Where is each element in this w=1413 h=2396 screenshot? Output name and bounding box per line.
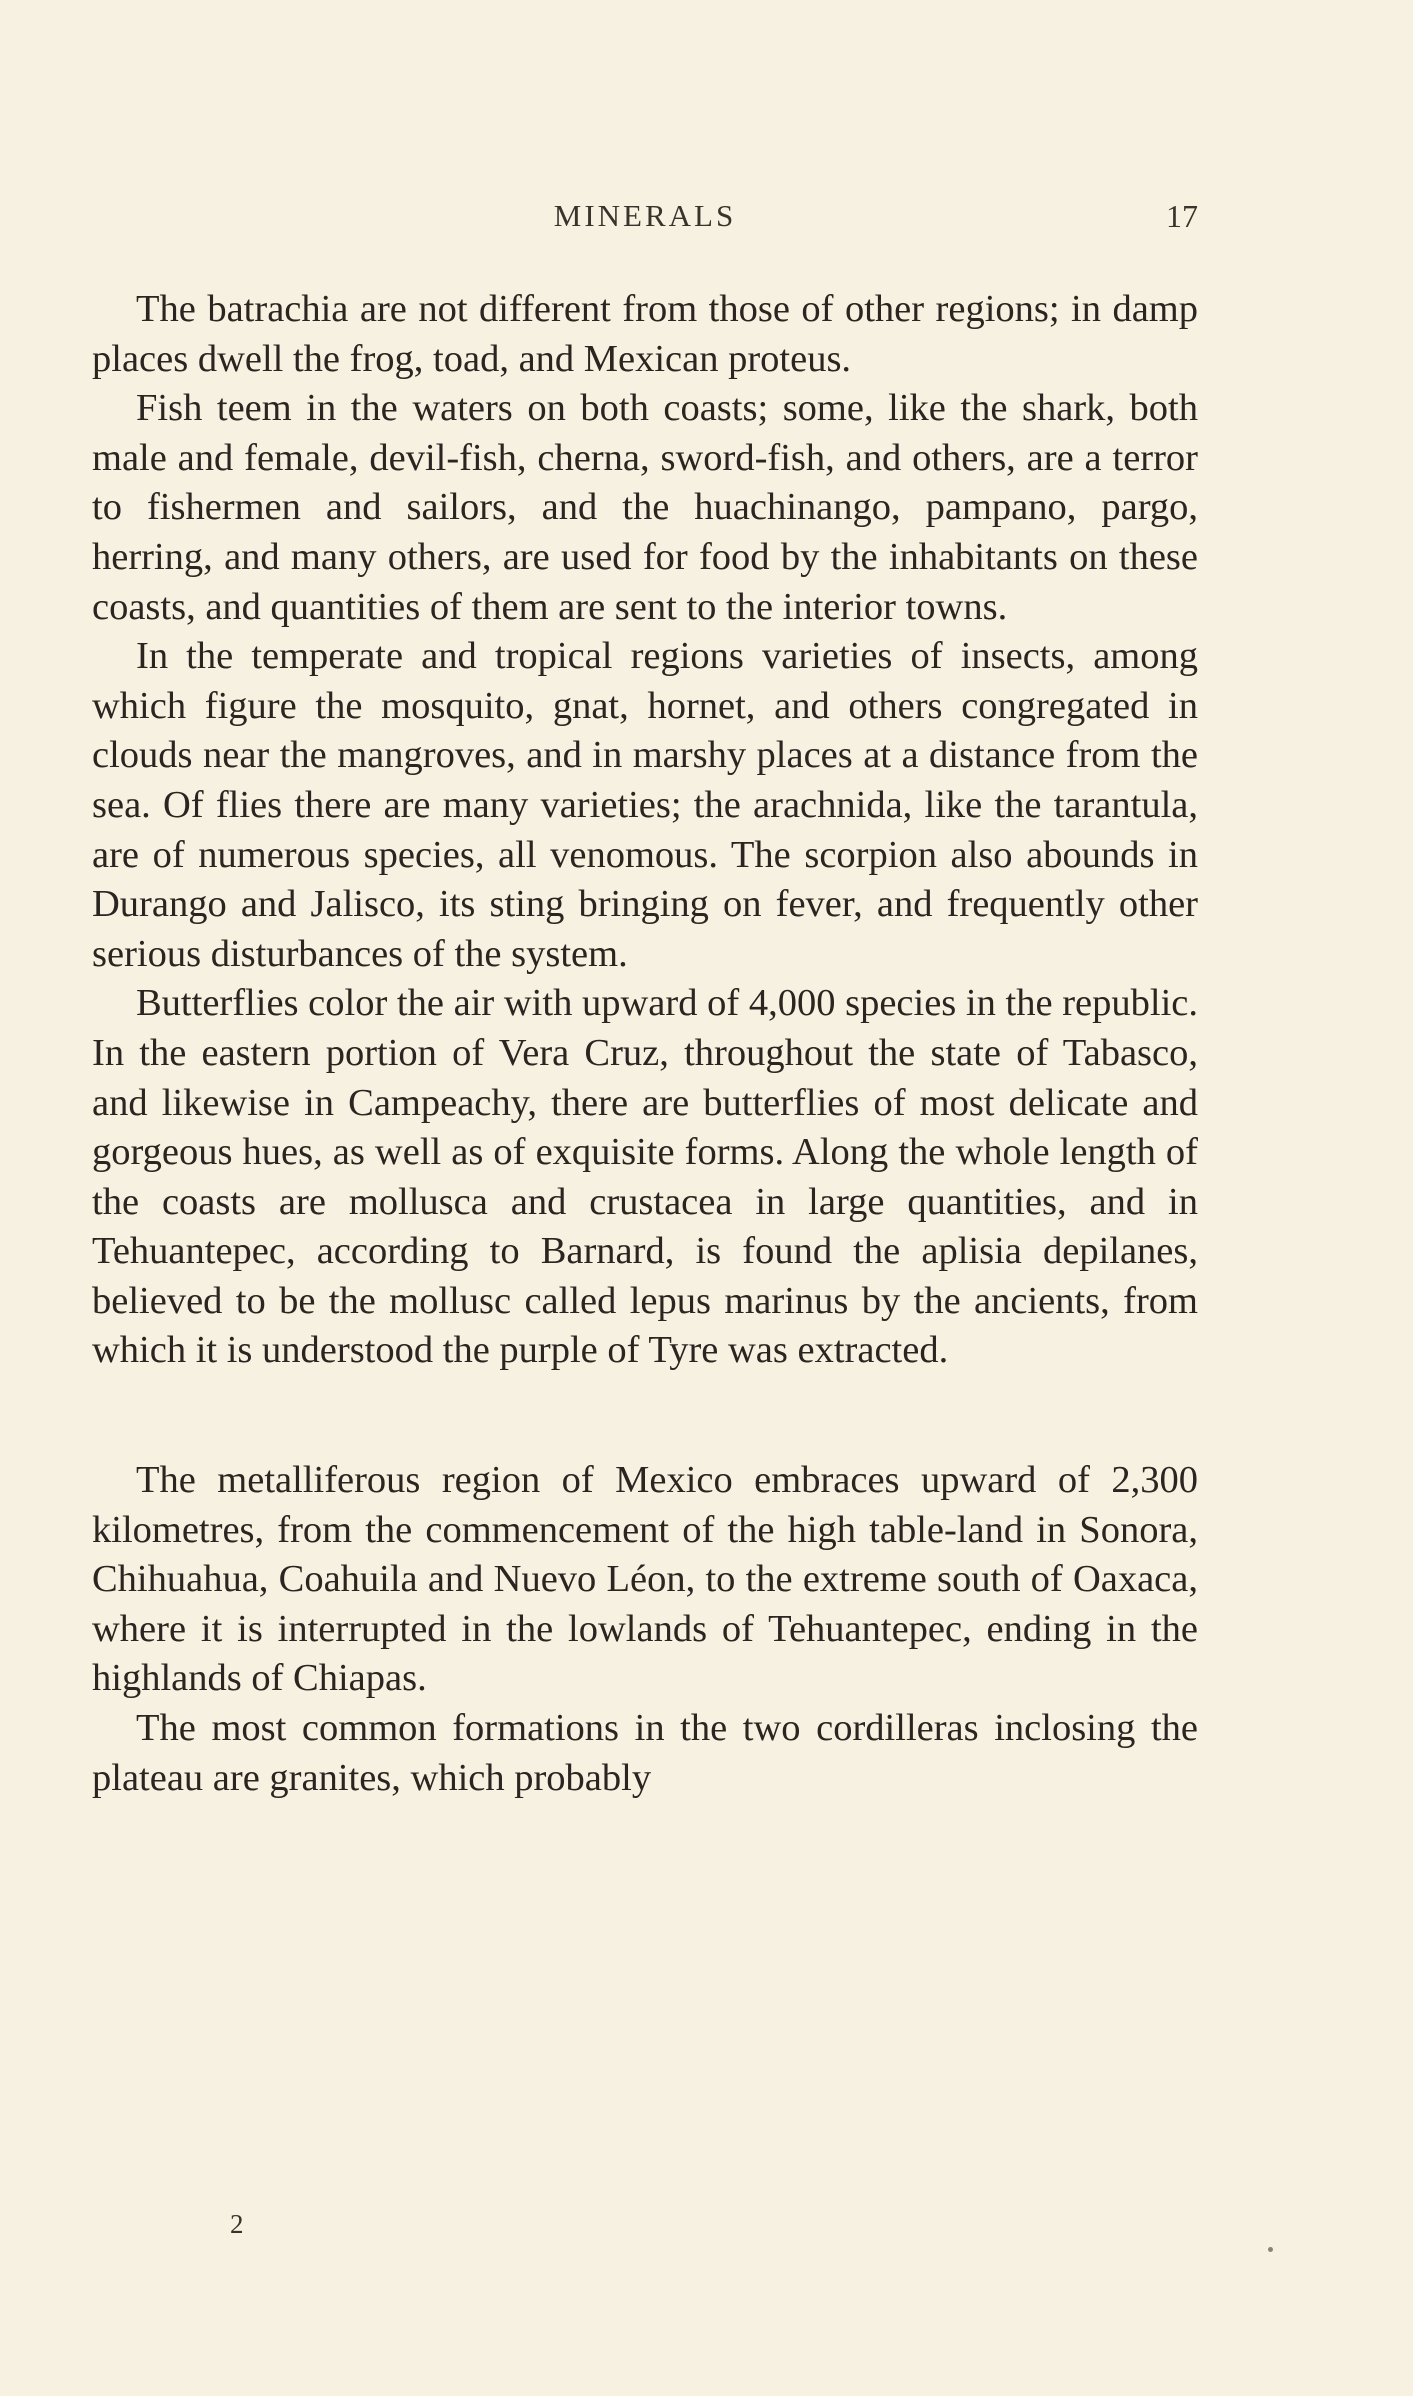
paragraph-formations: The most common formations in the two cordilleras inclosing the plateau are granites, which probably [92, 1707, 1198, 1799]
paragraph-metalliferous-region: The metalliferous region of Mexico embraces upward of 2,300 kilometres, from the commencement of the high table-land in Sonora, Chihuahua, Coahuila and Nuevo Léon, to the extreme south of Oaxaca, where it is interrupted in the lowlands of Tehuantepec, ending in the highlands of Chiapas. [92, 1459, 1198, 1700]
body-text [92, 285, 1198, 1803]
running-head [92, 198, 1198, 238]
paragraph-insects: In the temperate and tropical regions varieties of insects, among which figure the mosquito, gnat, hornet, and others congregated in clouds near the mangroves, and in marshy places at a distance from the sea. Of flies there are many varieties; the arachnida, like the tarantula, are of numerous species, all venomous. The scorpion also abounds in Durango and Jalisco, its sting bringing on fever, and frequently other serious disturbances of the system. [92, 635, 1198, 975]
paragraph-batrachia: The batrachia are not different from those of other regions; in damp places dwell the frog, toad, and Mexican proteus. [92, 288, 1198, 380]
paragraph-butterflies: Butterflies color the air with upward of 4,000 species in the republic. In the eastern portion of Vera Cruz, throughout the state of Tabasco, and likewise in Campeachy, there are butterflies of most delicate and gorgeous hues, as well as of exquisite forms. Along the whole length of the coasts are mollusca and crustacea in large quantities, and in Tehuantepec, according to Barnard, is found the aplisia depilanes, believed to be the mollusc called lepus marinus by the ancients, from which it is understood the purple of Tyre was extracted. [92, 982, 1198, 1372]
signature-mark: 2 [230, 2209, 244, 2239]
running-title: MINERALS [553, 198, 737, 233]
paper-speck [1268, 2247, 1273, 2252]
section-gap [92, 1376, 1198, 1456]
page-number: 17 [1166, 198, 1198, 234]
paragraph-fish: Fish teem in the waters on both coasts; some, like the shark, both male and female, devil-fish, cherna, sword-fish, and others, are a terror to fishermen and sailors, and the huachinango, pampano, pargo, herring, and many others, are used for food by the inhabitants on these coasts, and quantities of them are sent to the interior towns. [92, 387, 1198, 628]
